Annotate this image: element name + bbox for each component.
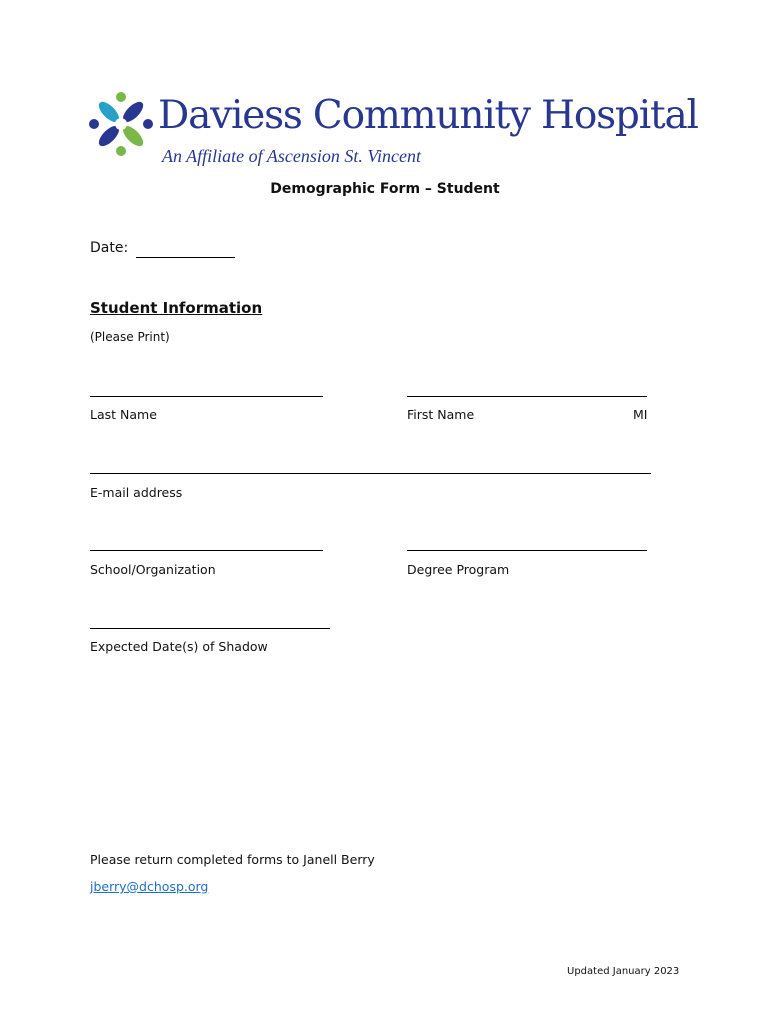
- brand-name: Daviess Community Hospital: [158, 93, 698, 138]
- shadow-dates-field[interactable]: [90, 628, 330, 629]
- email-label: E-mail address: [90, 485, 183, 500]
- mi-label: MI: [633, 407, 648, 422]
- form-title: Demographic Form – Student: [270, 181, 500, 197]
- degree-label: Degree Program: [407, 562, 510, 577]
- email-field[interactable]: [90, 473, 651, 474]
- school-label: School/Organization: [90, 562, 216, 577]
- return-instructions: Please return completed forms to Janell Berry: [90, 852, 375, 867]
- last-name-label: Last Name: [90, 407, 157, 422]
- updated-note: Updated January 2023: [567, 966, 680, 977]
- email-link[interactable]: jberry@dchosp.org: [90, 879, 209, 894]
- brand-tagline: An Affiliate of Ascension St. Vincent: [162, 146, 421, 166]
- first-name-label: First Name: [407, 407, 475, 422]
- date-field[interactable]: [136, 257, 235, 258]
- school-field[interactable]: [90, 550, 323, 551]
- shadow-dates-label: Expected Date(s) of Shadow: [90, 639, 268, 654]
- degree-field[interactable]: [407, 550, 647, 551]
- first-name-field[interactable]: [407, 396, 647, 397]
- section-note: (Please Print): [90, 330, 170, 344]
- section-title: Student Information: [90, 299, 263, 317]
- hospital-logo-icon: [89, 92, 153, 156]
- date-label: Date:: [90, 240, 129, 256]
- last-name-field[interactable]: [90, 396, 323, 397]
